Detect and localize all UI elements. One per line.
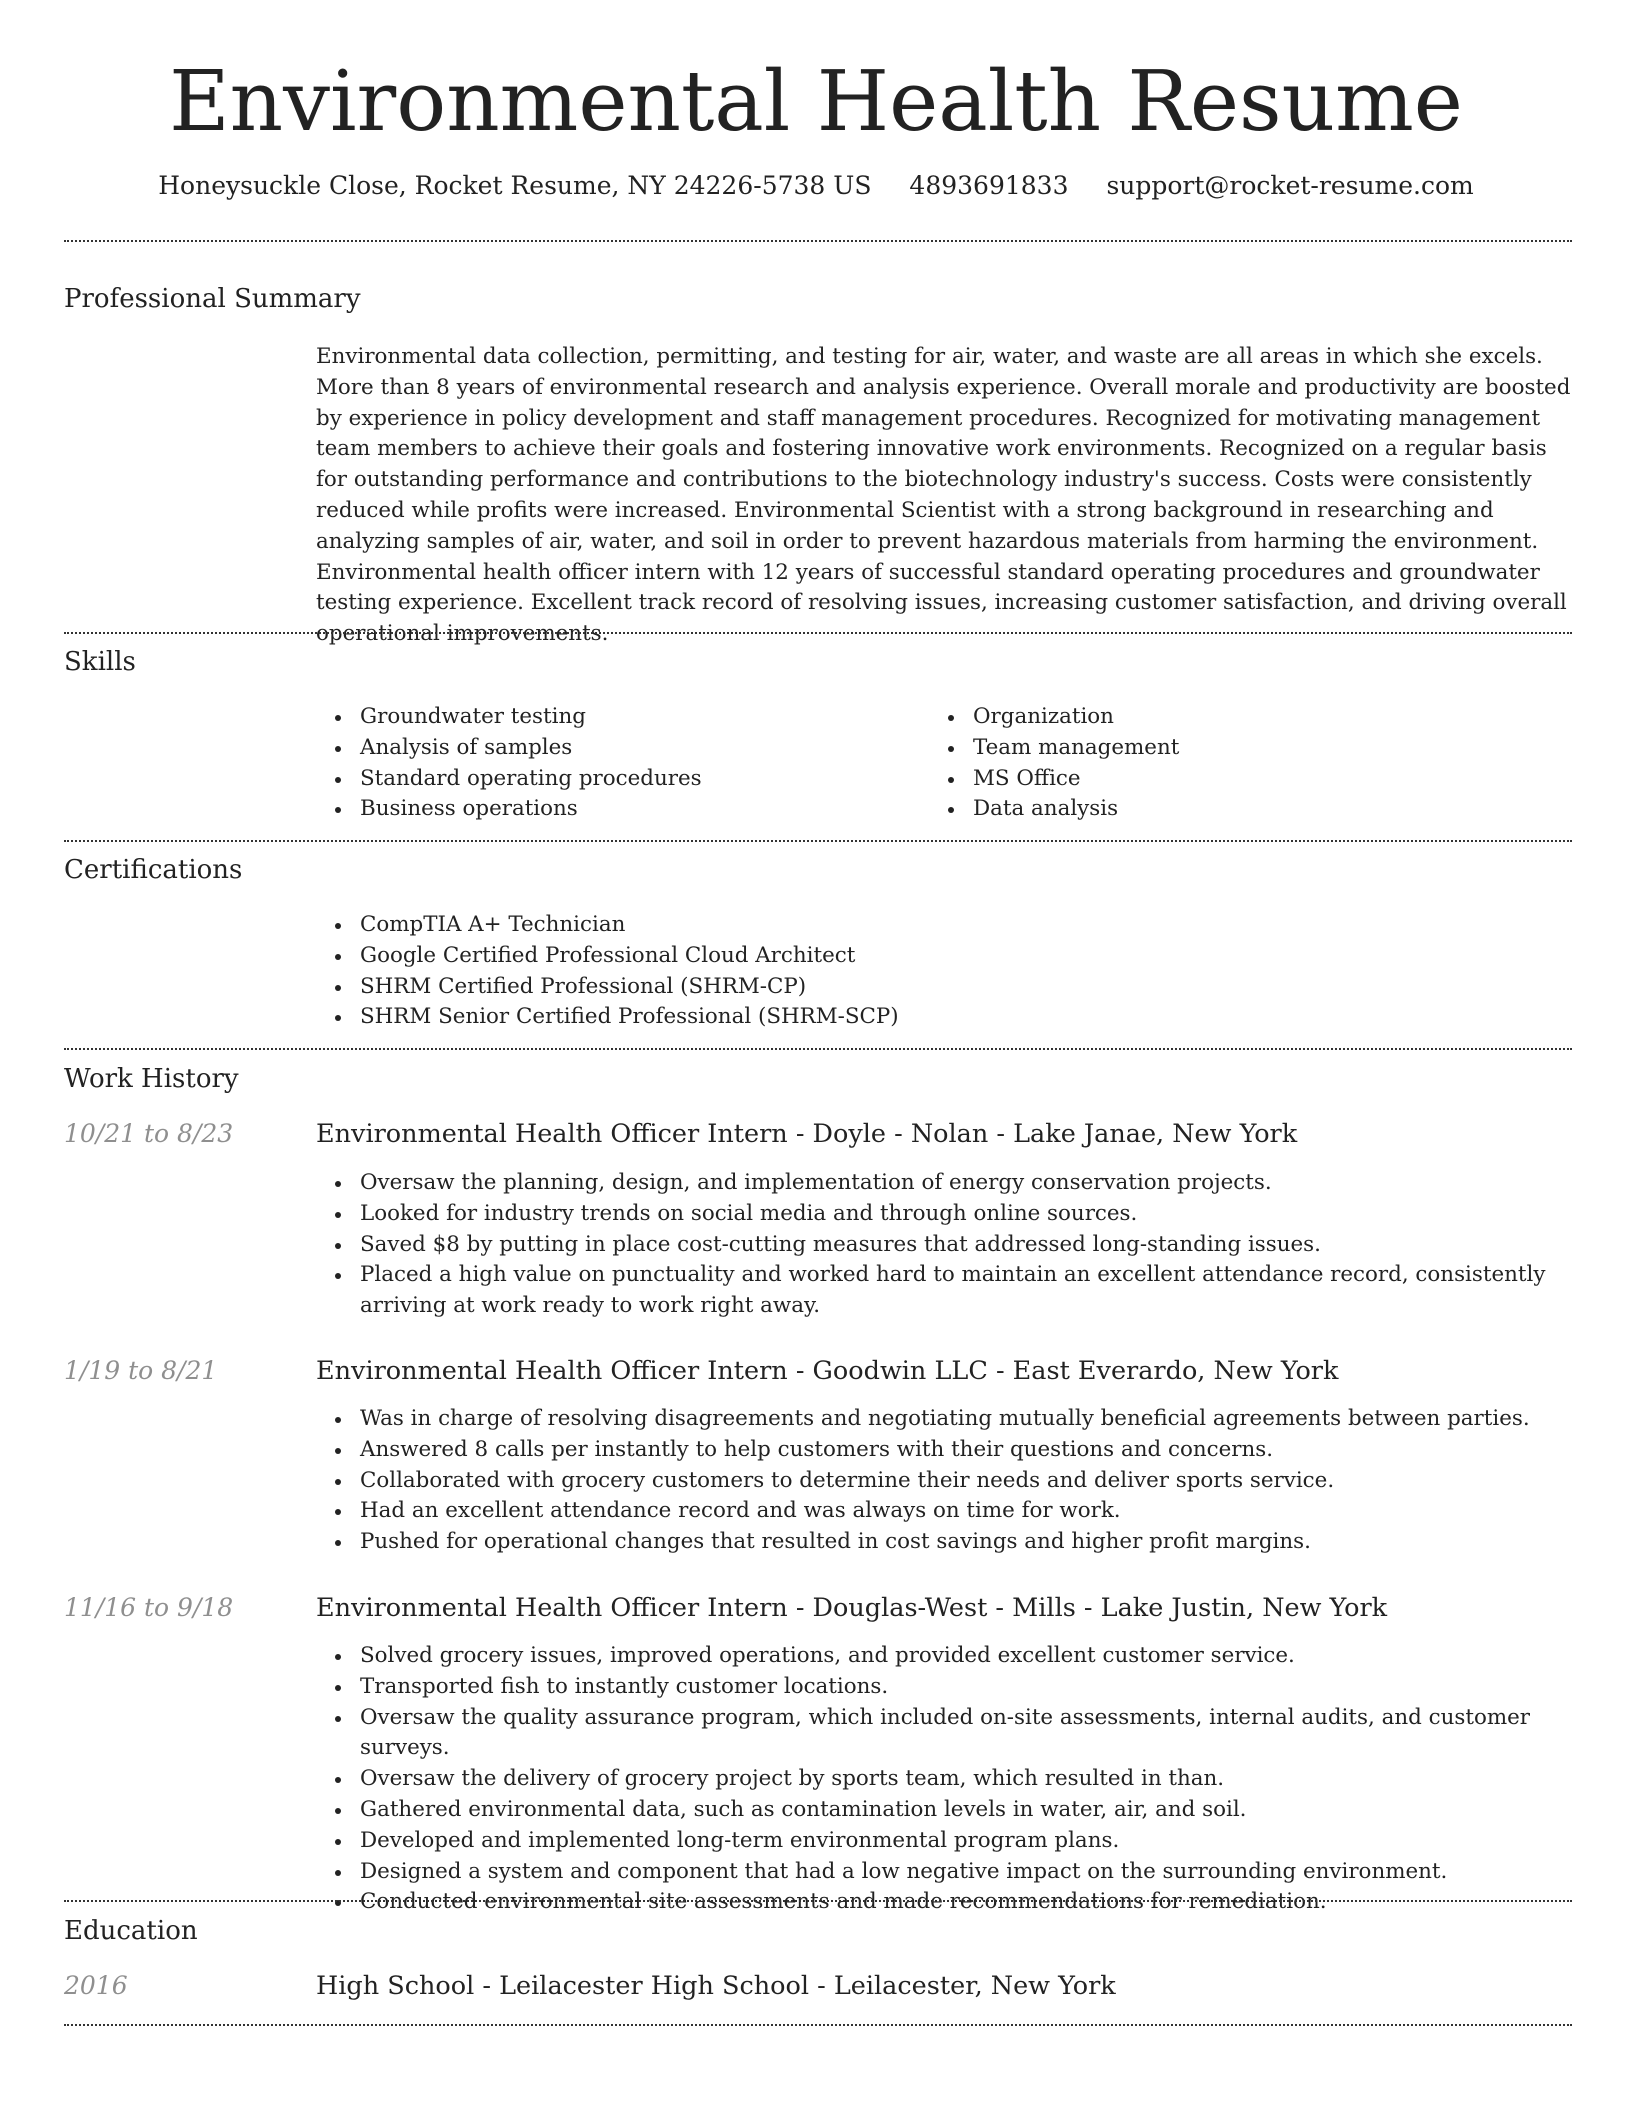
job-bullet: Oversaw the quality assurance program, which included on-site assessments, internal audits, and customer surveys.	[360, 1703, 1610, 1765]
section-heading-education: Education	[64, 1916, 198, 1946]
skills-list-left	[316, 702, 920, 825]
job-bullets	[316, 1641, 1610, 1918]
job-dates: 11/16 to 9/18	[64, 1593, 234, 1622]
divider	[64, 1048, 1572, 1050]
job-title: Environmental Health Officer Intern - Doyle - Nolan - Lake Janae, New York	[316, 1119, 1298, 1149]
resume-title: Environmental Health Resume	[169, 53, 1463, 150]
skill-item: Groundwater testing	[360, 702, 920, 733]
divider	[64, 2024, 1572, 2026]
job-bullets	[316, 1168, 1594, 1322]
education-title: High School - Leilacester High School - Leilacester, New York	[316, 1971, 1116, 2001]
certification-item: SHRM Senior Certified Professional (SHRM-SCP)	[360, 1002, 1560, 1033]
skills-list-right	[929, 702, 1573, 825]
divider	[64, 240, 1572, 242]
section-heading-work-history: Work History	[64, 1064, 239, 1094]
job-bullets	[316, 1404, 1594, 1558]
contact-email[interactable]: support@rocket-resume.com	[1106, 171, 1474, 200]
job-bullet: Pushed for operational changes that resulted in cost savings and higher profit margins.	[360, 1527, 1594, 1558]
section-heading-skills: Skills	[64, 647, 136, 677]
job-title: Environmental Health Officer Intern - Douglas-West - Mills - Lake Justin, New York	[316, 1593, 1388, 1623]
job-bullet: Oversaw the planning, design, and implementation of energy conservation projects.	[360, 1168, 1594, 1199]
skill-item: Data analysis	[973, 794, 1573, 825]
contact-address: Honeysuckle Close, Rocket Resume, NY 24226-5738 US	[158, 171, 872, 200]
job-bullet: Developed and implemented long-term environmental program plans.	[360, 1826, 1610, 1857]
job-dates: 10/21 to 8/23	[64, 1119, 234, 1148]
divider	[64, 632, 1572, 634]
job-bullet: Conducted environmental site assessments and made recommendations for remediation.	[360, 1887, 1610, 1918]
job-bullet: Transported fish to instantly customer locations.	[360, 1672, 1610, 1703]
job-bullet: Collaborated with grocery customers to determine their needs and deliver sports service.	[360, 1466, 1594, 1497]
job-bullet: Was in charge of resolving disagreements and negotiating mutually beneficial agreements between parties.	[360, 1404, 1594, 1435]
job-bullet: Solved grocery issues, improved operations, and provided excellent customer service.	[360, 1641, 1610, 1672]
skill-item: Standard operating procedures	[360, 764, 920, 795]
certification-item: SHRM Certified Professional (SHRM-CP)	[360, 972, 1560, 1003]
section-heading-certifications: Certifications	[64, 855, 243, 885]
job-bullet: Oversaw the delivery of grocery project by sports team, which resulted in than.	[360, 1764, 1610, 1795]
skill-item: Team management	[973, 733, 1573, 764]
contact-line	[0, 170, 1632, 202]
job-bullet: Had an excellent attendance record and was always on time for work.	[360, 1496, 1594, 1527]
job-bullet: Designed a system and component that had a low negative impact on the surrounding environment.	[360, 1857, 1610, 1888]
certification-item: Google Certified Professional Cloud Architect	[360, 941, 1560, 972]
section-heading-summary: Professional Summary	[64, 284, 361, 314]
job-title: Environmental Health Officer Intern - Goodwin LLC - East Everardo, New York	[316, 1356, 1339, 1386]
job-dates: 1/19 to 8/21	[64, 1356, 218, 1385]
job-bullet: Placed a high value on punctuality and worked hard to maintain an excellent attendance record, consistently arriving at work ready to work right away.	[360, 1260, 1594, 1322]
job-bullet: Saved $8 by putting in place cost-cutting measures that addressed long-standing issues.	[360, 1230, 1594, 1261]
divider	[64, 840, 1572, 842]
skill-item: Analysis of samples	[360, 733, 920, 764]
certifications-list	[316, 910, 1560, 1033]
divider	[64, 1900, 1572, 1902]
skill-item: MS Office	[973, 764, 1573, 795]
skill-item: Organization	[973, 702, 1573, 733]
contact-phone: 4893691833	[909, 171, 1069, 200]
education-year: 2016	[64, 1971, 128, 2000]
summary-text: Environmental data collection, permitting, and testing for air, water, and waste are all areas in which she excels. More than 8 years of environmental research and analysis experience. Overall morale and productivity are boosted by experience in policy development and staff management procedures. Recognized for motivating management team members to achieve their goals and fostering innovative work environments. Recognized on a regular basis for outstanding performance and contributions to the biotechnology industry's success. Costs were consistently reduced while profits were increased. Environmental Scientist with a strong background in researching and analyzing samples of air, water, and soil in order to prevent hazardous materials from harming the environment. Environmental health officer intern with 12 years of successful standard operating procedures and groundwater testing experience. Excellent track record of resolving issues, increasing customer satisfaction, and driving overall operational improvements.	[316, 344, 1571, 647]
job-bullet: Answered 8 calls per instantly to help customers with their questions and concerns.	[360, 1435, 1594, 1466]
certification-item: CompTIA A+ Technician	[360, 910, 1560, 941]
job-bullet: Looked for industry trends on social media and through online sources.	[360, 1199, 1594, 1230]
job-bullet: Gathered environmental data, such as contamination levels in water, air, and soil.	[360, 1795, 1610, 1826]
skill-item: Business operations	[360, 794, 920, 825]
